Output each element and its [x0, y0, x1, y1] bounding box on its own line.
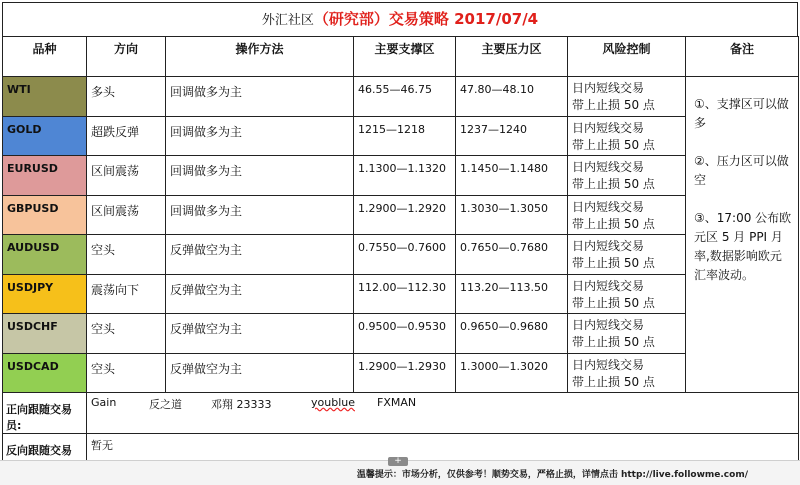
support-cell: 1.2900—1.2930 [354, 353, 456, 393]
direction-cell: 超跌反弹 [87, 116, 166, 156]
header-resistance: 主要压力区 [456, 37, 568, 77]
symbol-cell: USDCAD [3, 353, 87, 393]
direction-cell: 区间震荡 [87, 156, 166, 196]
notes-cell [686, 77, 799, 393]
method-cell: 回调做多为主 [166, 156, 354, 196]
support-cell: 1.2900—1.2920 [354, 195, 456, 235]
risk-line-2: 带上止损 50 点 [572, 335, 655, 349]
symbol-cell: WTI [3, 77, 87, 117]
title-main: （研究部）交易策略 2017/07/4 [313, 10, 539, 28]
note-item: ①、支撑区可以做多 [694, 97, 789, 130]
direction-cell: 多头 [87, 77, 166, 117]
symbol-cell: USDJPY [3, 274, 87, 314]
risk-cell [568, 353, 686, 393]
support-cell: 0.9500—0.9530 [354, 314, 456, 354]
risk-cell [568, 314, 686, 354]
risk-cell [568, 235, 686, 275]
method-cell: 反弹做空为主 [166, 314, 354, 354]
risk-line-1: 日内短线交易 [572, 120, 645, 135]
method-cell: 回调做多为主 [166, 116, 354, 156]
risk-line-2: 带上止损 50 点 [572, 98, 655, 112]
resistance-cell: 0.9650—0.9680 [456, 314, 568, 354]
resistance-cell: 1.3000—1.3020 [456, 353, 568, 393]
note-item: ②、压力区可以做空 [694, 154, 789, 187]
risk-cell [568, 195, 686, 235]
reverse-trader-text: 暂无 [91, 439, 113, 452]
header-notes: 备注 [686, 37, 799, 77]
header-risk: 风险控制 [568, 37, 686, 77]
note-item: ③、17:00 公布欧元区 5 月 PPI 月率,数据影响欧元汇率波动。 [694, 211, 792, 282]
symbol-cell: GOLD [3, 116, 87, 156]
method-cell: 反弹做空为主 [166, 353, 354, 393]
risk-line-1: 日内短线交易 [572, 199, 645, 214]
method-cell: 回调做多为主 [166, 77, 354, 117]
header-symbol: 品种 [3, 37, 87, 77]
risk-cell [568, 274, 686, 314]
table-row [3, 353, 799, 393]
symbol-cell: GBPUSD [3, 195, 87, 235]
risk-cell [568, 77, 686, 117]
title-row [2, 2, 798, 36]
risk-line-1: 日内短线交易 [572, 357, 645, 372]
resistance-cell: 113.20—113.50 [456, 274, 568, 314]
resistance-cell: 1.1450—1.1480 [456, 156, 568, 196]
direction-cell: 空头 [87, 235, 166, 275]
table-row [3, 274, 799, 314]
risk-line-2: 带上止损 50 点 [572, 137, 655, 152]
method-cell: 回调做多为主 [166, 195, 354, 235]
risk-line-2: 带上止损 50 点 [572, 256, 655, 270]
table-row [3, 235, 799, 275]
risk-line-2: 带上止损 50 点 [572, 216, 655, 231]
trader-name: Gain [91, 396, 117, 409]
forward-traders-label: 正向跟随交易员: [3, 393, 87, 434]
strategy-table [2, 36, 799, 475]
table-body [3, 77, 799, 393]
resistance-cell: 0.7650—0.7680 [456, 235, 568, 275]
risk-cell [568, 116, 686, 156]
table-row [3, 195, 799, 235]
resistance-cell: 47.80—48.10 [456, 77, 568, 117]
symbol-cell: EURUSD [3, 156, 87, 196]
header-support: 主要支撑区 [354, 37, 456, 77]
risk-cell [568, 156, 686, 196]
support-cell: 1215—1218 [354, 116, 456, 156]
method-cell: 反弹做空为主 [166, 274, 354, 314]
risk-line-1: 日内短线交易 [572, 160, 645, 174]
trader-name: 邓翔 23333 [211, 398, 272, 411]
symbol-cell: USDCHF [3, 314, 87, 354]
trader-name: 反之道 [149, 398, 182, 411]
footer-bar [0, 456, 800, 485]
risk-line-2: 带上止损 50 点 [572, 295, 655, 310]
resistance-cell: 1.3030—1.3050 [456, 195, 568, 235]
forward-traders-names [87, 393, 799, 434]
trader-name: FXMAN [377, 396, 417, 409]
risk-line-1: 日内短线交易 [572, 278, 645, 293]
table-row [3, 116, 799, 156]
support-cell: 0.7550—0.7600 [354, 235, 456, 275]
reverse-traders-label: 反向跟随交易 [3, 434, 87, 475]
plus-icon[interactable]: + [388, 457, 408, 466]
forward-traders-row [3, 393, 799, 434]
support-cell: 1.1300—1.1320 [354, 156, 456, 196]
table-row [3, 314, 799, 354]
symbol-cell: AUDUSD [3, 235, 87, 275]
footer-hint: 温馨提示：市场分析，仅供参考！顺势交易，严格止损，详情点击 http://live.followme.com/ [356, 470, 748, 480]
direction-cell: 空头 [87, 314, 166, 354]
method-cell: 反弹做空为主 [166, 235, 354, 275]
resistance-cell: 1237—1240 [456, 116, 568, 156]
header-method: 操作方法 [166, 37, 354, 77]
direction-cell: 区间震荡 [87, 195, 166, 235]
support-cell: 46.55—46.75 [354, 77, 456, 117]
direction-cell: 空头 [87, 353, 166, 393]
risk-line-1: 日内短线交易 [572, 81, 645, 95]
risk-line-1: 日内短线交易 [572, 239, 645, 253]
title-prefix: 外汇社区 [261, 13, 314, 28]
risk-line-2: 带上止损 50 点 [572, 374, 655, 389]
trader-name: youblue [311, 396, 355, 409]
risk-line-1: 日内短线交易 [572, 318, 645, 332]
table-row [3, 156, 799, 196]
header-direction: 方向 [87, 37, 166, 77]
direction-cell: 震荡向下 [87, 274, 166, 314]
table-row [3, 77, 799, 117]
risk-line-2: 带上止损 50 点 [572, 177, 655, 191]
header-row [3, 37, 799, 77]
support-cell: 112.00—112.30 [354, 274, 456, 314]
